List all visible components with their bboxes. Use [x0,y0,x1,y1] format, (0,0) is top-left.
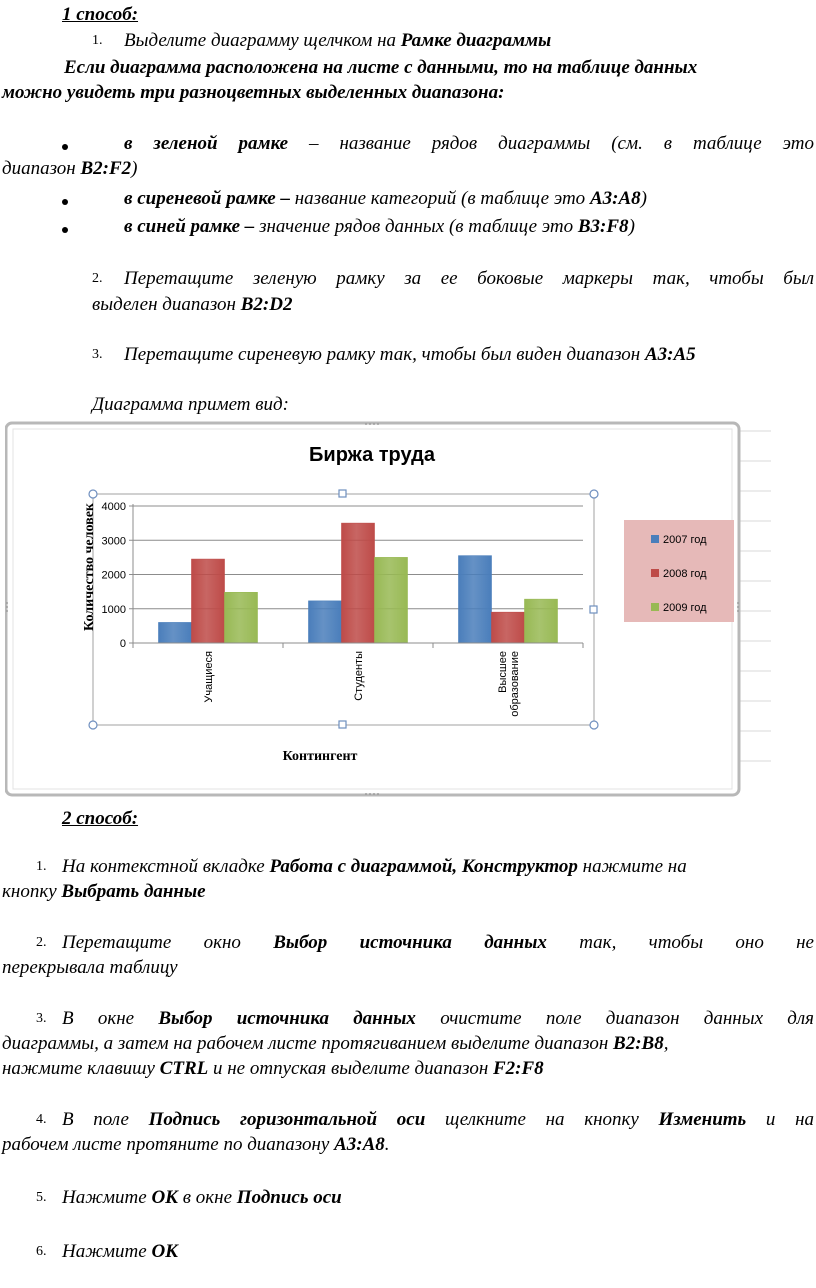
m2-step-4-line-1: В поле Подпись горизонтальной оси щелкните на кнопку Изменить и на [62,1109,814,1130]
m2-step-2-line-2: перекрывала таблицу [2,957,178,978]
bar-2009-год-0[interactable] [225,592,258,643]
m2-step-3-line-1: В окне Выбор источника данных очистите поле диапазон данных для [62,1008,814,1029]
legend-swatch [651,569,659,577]
category-label: Учащиеся [203,651,215,703]
m2-step-4-line-2: рабочем листе протяните по диапазону А3:А8. [2,1134,390,1155]
bullet-dot [62,227,68,233]
step-number: 3. [36,1011,47,1026]
step-2-line-1: Перетащите зеленую рамку за ее боковые маркеры так, чтобы был [124,268,814,289]
bar-2007-год-0[interactable] [159,622,192,643]
bar-chart [5,419,771,797]
legend-swatch [651,603,659,611]
step-1-text: Выделите диаграмму щелчком на Рамке диаграммы [124,30,552,51]
legend-label: 2007 год [663,534,707,546]
step-number: 1. [92,33,103,48]
m2-step-1-line-2: кнопку Выбрать данные [2,881,206,902]
bar-2007-год-1[interactable] [309,601,342,643]
sheet-grid [738,431,771,761]
bullet-green-line-1: в зеленой рамке – название рядов диаграммы (см. в таблице это [124,133,814,154]
step-number: 1. [36,859,47,874]
bar-2009-год-1[interactable] [375,557,408,643]
intro-line-1: Если диаграмма расположена на листе с данными, то на таблице данных [64,57,698,78]
m2-step-3-line-2: диаграммы, а затем на рабочем листе протягиванием выделите диапазон В2:В8, [2,1033,669,1054]
result-caption: Диаграмма примет вид: [92,394,289,415]
category-label: Высшее [497,651,509,693]
step-number: 2. [92,271,103,286]
m2-step-5: Нажмите ОК в окне Подпись оси [62,1187,342,1208]
heading-method-1: 1 способ: [62,4,139,25]
y-tick-label: 4000 [101,501,126,513]
step-number: 2. [36,935,47,950]
y-tick-label: 0 [119,638,126,650]
step-number: 4. [36,1112,47,1127]
bullet-blue: в синей рамке – значение рядов данных (в таблице это В3:F8) [124,216,635,237]
m2-step-3-line-3: нажмите клавишу CTRL и не отпуская выделите диапазон F2:F8 [2,1058,544,1079]
m2-step-2-line-1: Перетащите окно Выбор источника данных так, чтобы оно не [62,932,814,953]
step-number: 6. [36,1244,47,1259]
legend-label: 2008 год [663,568,707,580]
bar-2008-год-1[interactable] [342,523,375,643]
bar-2009-год-2[interactable] [525,599,558,643]
y-tick-label: 3000 [101,535,126,548]
step-2-line-2: выделен диапазон В2:D2 [92,294,293,315]
y-tick-label: 1000 [101,603,126,616]
legend-swatch [651,535,659,543]
intro-line-2: можно увидеть три разноцветных выделенных диапазона: [2,82,505,103]
bar-2007-год-2[interactable] [459,556,492,643]
x-axis-title: Контингент [282,749,358,764]
category-label: образование [509,651,521,717]
bullet-lilac: в сиреневой рамке – название категорий (в таблице это А3:А8) [124,188,647,209]
category-label: Студенты [353,651,365,701]
m2-step-6: Нажмите ОК [62,1241,179,1262]
y-axis-title: Количество человек [82,503,97,631]
step-number: 5. [36,1190,47,1205]
chart-title: Биржа труда [309,444,435,466]
bullet-dot [62,144,68,150]
bullet-dot [62,199,68,205]
step-3-text: Перетащите сиреневую рамку так, чтобы был виден диапазон А3:А5 [124,344,696,365]
heading-method-2: 2 способ: [62,808,139,829]
bullet-green-line-2: диапазон В2:F2) [2,158,138,179]
chart-frame[interactable] [5,419,771,797]
bar-2008-год-2[interactable] [492,612,525,643]
m2-step-1-line-1: На контекстной вкладке Работа с диаграммой, Конструктор нажмите на [62,856,687,877]
y-tick-label: 2000 [101,569,126,582]
legend-label: 2009 год [663,602,707,614]
step-number: 3. [92,347,103,362]
bar-2008-год-0[interactable] [192,559,225,643]
